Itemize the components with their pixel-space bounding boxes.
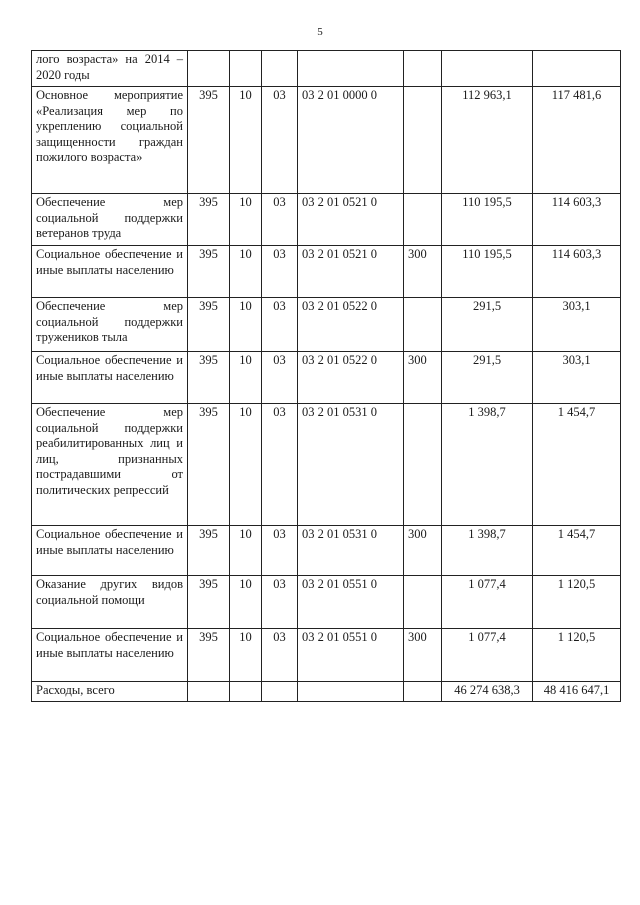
empty-cell <box>262 682 298 702</box>
amount-year-1: 112 963,1 <box>442 87 533 194</box>
row-description: Обеспечение мер социальной поддержки ветеранов труда <box>32 194 188 246</box>
expense-type-code: 300 <box>404 629 442 682</box>
section-code: 10 <box>230 576 262 629</box>
amount-year-1: 1 077,4 <box>442 576 533 629</box>
subsection-code: 03 <box>262 194 298 246</box>
amount-year-2: 114 603,3 <box>533 194 621 246</box>
amount-year-2: 114 603,3 <box>533 246 621 298</box>
table-row <box>32 51 621 87</box>
target-article-code: 03 2 01 0521 0 <box>298 246 404 298</box>
table-row <box>32 246 621 298</box>
expense-type-code: 300 <box>404 352 442 404</box>
amount-year-1: 1 398,7 <box>442 404 533 526</box>
subsection-code: 03 <box>262 526 298 576</box>
row-description: Оказание других видов социальной помощи <box>32 576 188 629</box>
table-row <box>32 629 621 682</box>
amount-year-1: 1 077,4 <box>442 629 533 682</box>
amount-year-1: 110 195,5 <box>442 194 533 246</box>
grbs-code: 395 <box>188 246 230 298</box>
grbs-code: 395 <box>188 87 230 194</box>
grbs-code <box>188 51 230 87</box>
table-row <box>32 87 621 194</box>
amount-year-2: 1 454,7 <box>533 526 621 576</box>
target-article-code: 03 2 01 0522 0 <box>298 352 404 404</box>
grbs-code: 395 <box>188 404 230 526</box>
row-description: Социальное обеспечение и иные выплаты населению <box>32 629 188 682</box>
expense-type-code <box>404 298 442 352</box>
table-row <box>32 352 621 404</box>
row-description: Обеспечение мер социальной поддержки реабилитированных лиц и лиц, признанных пострадавшими от политических репрессий <box>32 404 188 526</box>
expense-type-code <box>404 87 442 194</box>
amount-year-2: 117 481,6 <box>533 87 621 194</box>
amount-year-2: 1 454,7 <box>533 404 621 526</box>
target-article-code: 03 2 01 0551 0 <box>298 629 404 682</box>
amount-year-2: 1 120,5 <box>533 576 621 629</box>
row-description: Социальное обеспечение и иные выплаты населению <box>32 352 188 404</box>
page-number: 5 <box>317 26 323 38</box>
row-description: Основное мероприятие «Реализация мер по укреплению социальной защищенности граждан пожилого возраста» <box>32 87 188 194</box>
subsection-code <box>262 51 298 87</box>
row-description: лого возраста» на 2014 – 2020 годы <box>32 51 188 87</box>
row-description: Социальное обеспечение и иные выплаты населению <box>32 246 188 298</box>
target-article-code: 03 2 01 0531 0 <box>298 526 404 576</box>
target-article-code <box>298 51 404 87</box>
section-code <box>230 51 262 87</box>
section-code: 10 <box>230 404 262 526</box>
grbs-code: 395 <box>188 194 230 246</box>
expense-type-code <box>404 576 442 629</box>
section-code: 10 <box>230 352 262 404</box>
amount-year-2: 303,1 <box>533 352 621 404</box>
grbs-code: 395 <box>188 352 230 404</box>
amount-year-2: 303,1 <box>533 298 621 352</box>
row-description: Социальное обеспечение и иные выплаты населению <box>32 526 188 576</box>
amount-year-2: 1 120,5 <box>533 629 621 682</box>
budget-table <box>31 50 621 702</box>
subsection-code: 03 <box>262 298 298 352</box>
total-label: Расходы, всего <box>32 682 188 702</box>
total-row <box>32 682 621 702</box>
amount-year-1: 110 195,5 <box>442 246 533 298</box>
section-code: 10 <box>230 298 262 352</box>
amount-year-2 <box>533 51 621 87</box>
expense-type-code: 300 <box>404 246 442 298</box>
total-amount-year-2: 48 416 647,1 <box>533 682 621 702</box>
subsection-code: 03 <box>262 352 298 404</box>
section-code: 10 <box>230 246 262 298</box>
empty-cell <box>188 682 230 702</box>
grbs-code: 395 <box>188 629 230 682</box>
expense-type-code <box>404 404 442 526</box>
grbs-code: 395 <box>188 576 230 629</box>
amount-year-1: 291,5 <box>442 298 533 352</box>
table-row <box>32 298 621 352</box>
table-row <box>32 194 621 246</box>
subsection-code: 03 <box>262 404 298 526</box>
total-amount-year-1: 46 274 638,3 <box>442 682 533 702</box>
target-article-code: 03 2 01 0522 0 <box>298 298 404 352</box>
subsection-code: 03 <box>262 246 298 298</box>
empty-cell <box>230 682 262 702</box>
expense-type-code <box>404 51 442 87</box>
target-article-code: 03 2 01 0531 0 <box>298 404 404 526</box>
expense-type-code <box>404 194 442 246</box>
table-row <box>32 526 621 576</box>
amount-year-1 <box>442 51 533 87</box>
target-article-code: 03 2 01 0000 0 <box>298 87 404 194</box>
expense-type-code: 300 <box>404 526 442 576</box>
amount-year-1: 1 398,7 <box>442 526 533 576</box>
table-row <box>32 576 621 629</box>
amount-year-1: 291,5 <box>442 352 533 404</box>
subsection-code: 03 <box>262 629 298 682</box>
section-code: 10 <box>230 629 262 682</box>
subsection-code: 03 <box>262 576 298 629</box>
target-article-code: 03 2 01 0551 0 <box>298 576 404 629</box>
section-code: 10 <box>230 526 262 576</box>
empty-cell <box>404 682 442 702</box>
grbs-code: 395 <box>188 298 230 352</box>
table-row <box>32 404 621 526</box>
empty-cell <box>298 682 404 702</box>
section-code: 10 <box>230 87 262 194</box>
section-code: 10 <box>230 194 262 246</box>
row-description: Обеспечение мер социальной поддержки тружеников тыла <box>32 298 188 352</box>
grbs-code: 395 <box>188 526 230 576</box>
target-article-code: 03 2 01 0521 0 <box>298 194 404 246</box>
subsection-code: 03 <box>262 87 298 194</box>
